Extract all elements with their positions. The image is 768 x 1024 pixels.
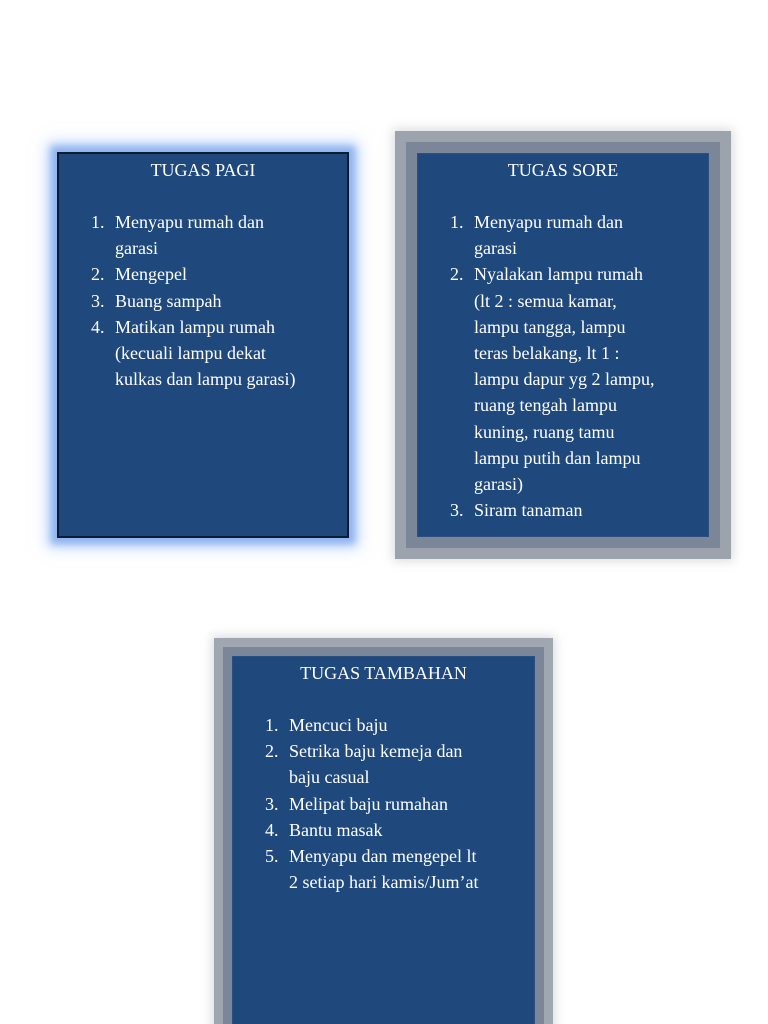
list-item-text-line: teras belakang, lt 1 : [474,343,620,364]
list-item-number: 4. [91,316,105,337]
list-item-number: 2. [91,264,105,285]
list-item [265,791,534,817]
list-item-text-line: lampu tangga, lampu [474,316,626,337]
tugas-sore-box [417,153,709,537]
list-item [450,497,708,523]
tugas-pagi-box [57,152,349,538]
list-item-text-line: (lt 2 : semua kamar, [474,290,617,311]
tugas-tambahan-list [233,712,534,895]
list-item [265,817,534,843]
list-item [450,261,708,497]
list-item-text-line: garasi) [474,474,523,495]
list-item [265,843,534,895]
list-item-number: 5. [265,846,279,867]
list-item-text-line: Siram tanaman [474,500,583,521]
list-item [91,209,347,261]
list-item-text-line: Mengepel [115,264,187,285]
list-item-text-line: Menyapu rumah dan [474,212,623,232]
list-item-text-line: garasi [474,238,517,259]
list-item-text-line: kuning, ruang tamu [474,421,615,442]
list-item [91,288,347,314]
list-item-text-line: lampu putih dan lampu [474,447,641,468]
list-item-text-line: Matikan lampu rumah [115,316,275,337]
list-item-number: 3. [91,290,105,311]
list-item-text-line: kulkas dan lampu garasi) [115,369,296,390]
tugas-tambahan-box [232,656,535,1024]
list-item [91,261,347,287]
list-item-number: 2. [265,741,279,762]
tugas-sore-title: TUGAS SORE [507,160,619,180]
list-item [91,314,347,393]
list-item-text-line: 2 setiap hari kamis/Jum’at [289,872,479,893]
list-item [450,209,708,261]
list-item-text-line: Bantu masak [289,819,383,840]
list-item [265,738,534,790]
list-item-number: 1. [91,212,105,232]
list-item-text-line: Buang sampah [115,290,222,311]
list-item-number: 3. [265,793,279,814]
list-item-number: 1. [450,212,464,232]
list-item-number: 2. [450,264,464,285]
list-item-text-line: Melipat baju rumahan [289,793,448,814]
tugas-pagi-list [59,209,347,392]
list-item-number: 3. [450,500,464,521]
list-item-text-line: Menyapu rumah dan [115,212,264,232]
list-item-text-line: Setrika baju kemeja dan [289,741,463,762]
list-item [265,712,534,738]
list-item-text-line: garasi [115,238,158,259]
list-item-number: 1. [265,715,279,735]
list-item-text-line: Nyalakan lampu rumah [474,264,643,285]
tugas-sore-list [418,209,708,523]
list-item-text-line: lampu dapur yg 2 lampu, [474,369,655,390]
list-item-text-line: baju casual [289,767,370,788]
list-item-number: 4. [265,819,279,840]
list-item-text-line: Mencuci baju [289,715,388,735]
list-item-text-line: Menyapu dan mengepel lt [289,846,477,867]
tugas-tambahan-title: TUGAS TAMBAHAN [300,663,467,683]
list-item-text-line: (kecuali lampu dekat [115,343,266,364]
tugas-pagi-title: TUGAS PAGI [150,160,256,180]
list-item-text-line: ruang tengah lampu [474,395,617,416]
